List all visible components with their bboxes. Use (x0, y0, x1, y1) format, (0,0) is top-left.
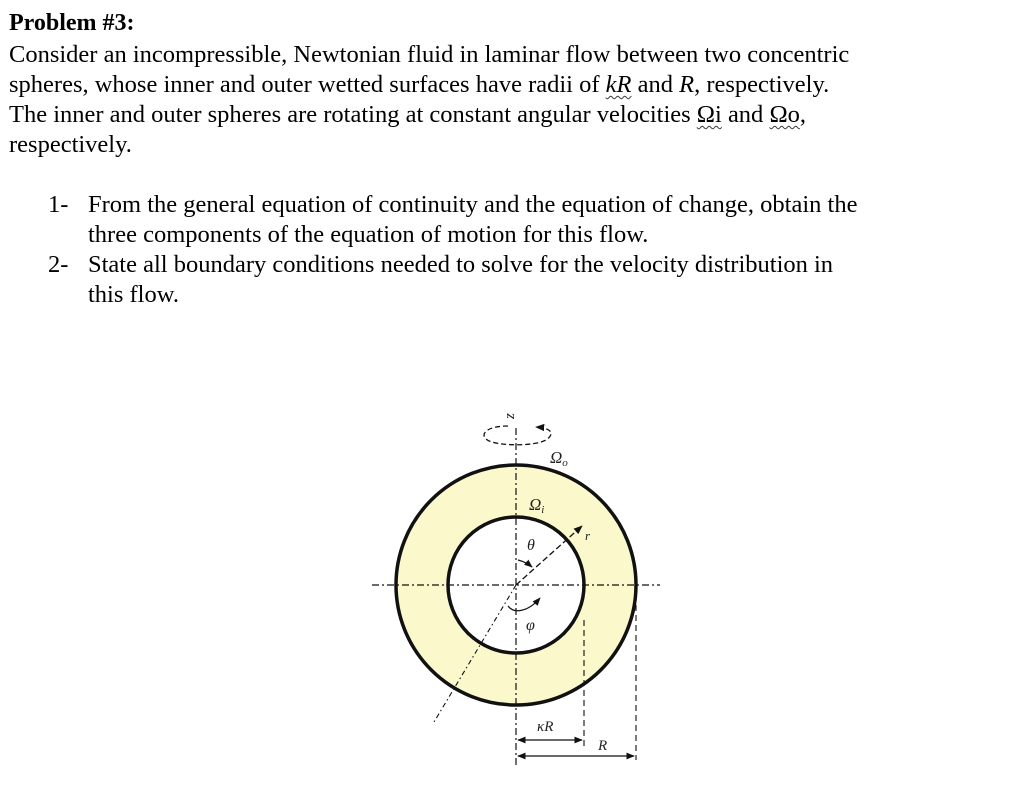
outer-radius-symbol: R (679, 71, 695, 98)
statement-text: and (631, 71, 680, 98)
kappa-r-label: κR (537, 719, 554, 735)
problem-statement (9, 40, 1017, 160)
statement-line-4: respectively. (9, 131, 132, 158)
task-line: State all boundary conditions needed to solve for the velocity distribution in (88, 251, 834, 278)
omega-inner-label: Ωi (529, 495, 545, 516)
statement-text: , respectively. (694, 71, 830, 98)
theta-label: θ (527, 537, 535, 554)
task-item-1 (48, 190, 1018, 250)
z-axis-label: z (502, 413, 518, 419)
statement-text: The inner and outer spheres are rotating at constant angular velocities (9, 101, 697, 128)
statement-text: spheres, whose inner and outer wetted surfaces have radii of (9, 71, 606, 98)
outer-angular-velocity: Ωo (769, 101, 800, 128)
task-line: three components of the equation of motion for this flow. (88, 221, 649, 248)
task-line: this flow. (88, 281, 179, 308)
task-line: From the general equation of continuity and the equation of change, obtain the (88, 191, 858, 218)
task-number: 1- (48, 191, 69, 218)
r-label: r (585, 528, 591, 543)
statement-text: , (799, 101, 807, 128)
inner-radius-symbol: kR (605, 71, 632, 98)
statement-line-1: Consider an incompressible, Newtonian fluid in laminar flow between two concentric (9, 41, 850, 68)
problem-heading: Problem #3: (9, 10, 135, 36)
inner-angular-velocity: Ωi (696, 101, 722, 128)
omega-outer-label: Ωo (550, 448, 568, 469)
rotation-arrow-icon (484, 426, 551, 445)
task-list (48, 190, 1018, 310)
task-item-2 (48, 250, 1018, 310)
statement-line-3 (9, 100, 1017, 130)
phi-label: φ (526, 617, 535, 634)
statement-text: and (721, 101, 770, 128)
statement-line-2 (9, 70, 1017, 100)
concentric-spheres-diagram (370, 400, 670, 770)
task-number: 2- (48, 251, 69, 278)
r-dimension-label: R (598, 738, 608, 754)
